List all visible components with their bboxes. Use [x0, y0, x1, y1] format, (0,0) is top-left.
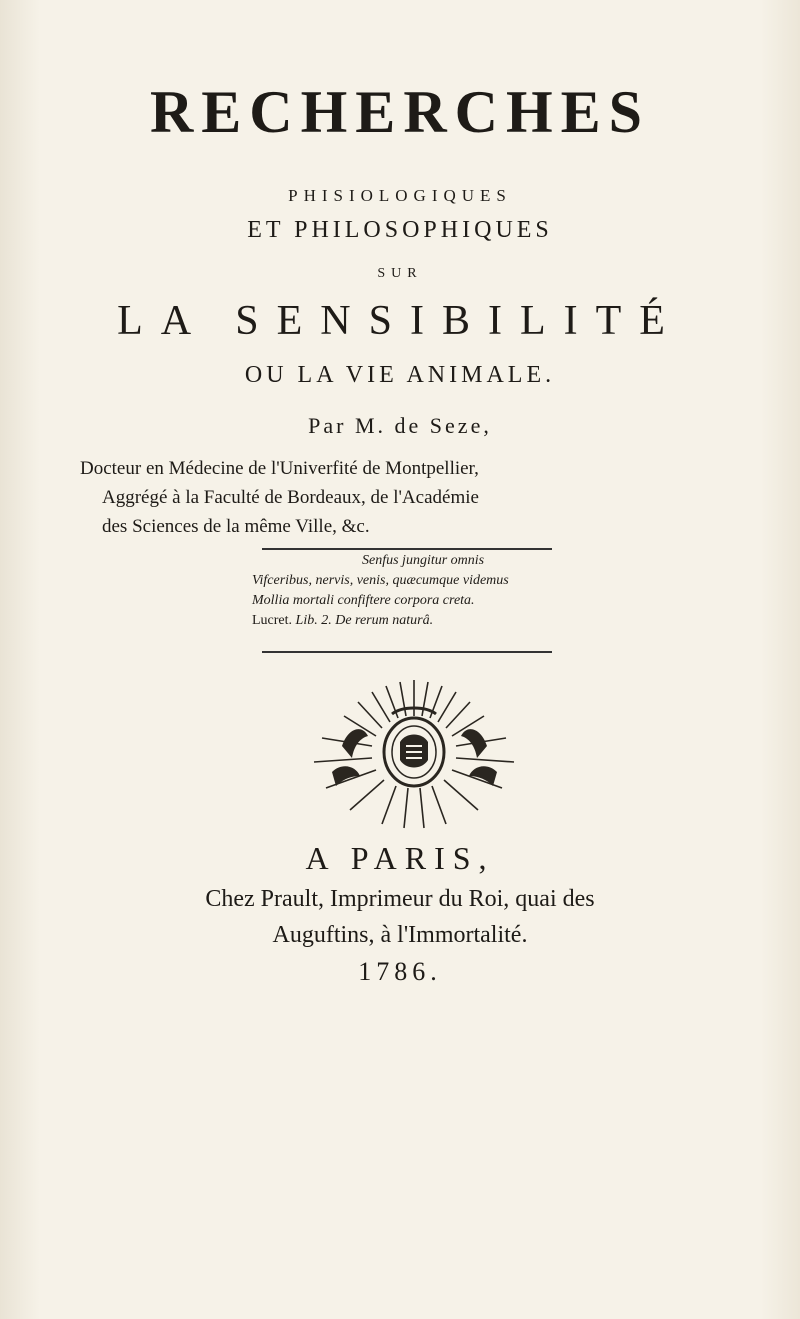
credentials-line-2: Aggrégé à la Faculté de Bordeaux, de l'Académie: [102, 487, 479, 508]
imprint-city: A PARIS,: [305, 840, 495, 876]
subtitle-line-3: SUR: [377, 266, 423, 281]
subtitle-line-1: PHISIOLOGIQUES: [288, 186, 512, 205]
subtitle-line-5: OU LA VIE ANIMALE.: [244, 362, 556, 388]
imprint-line-2: Auguftins, à l'Immortalité.: [272, 922, 528, 948]
imprint-line-1: Chez Prault, Imprimeur du Roi, quai des: [205, 886, 595, 912]
author-credentials: [80, 454, 730, 541]
credentials-line-3: des Sciences de la même Ville, &c.: [102, 516, 370, 537]
epigraph-line-1: Senfus jungitur omnis: [362, 553, 485, 568]
publication-year: 1786.: [358, 957, 442, 986]
epigraph-line-3: Mollia mortali confiftere corpora creta.: [252, 593, 475, 608]
author-line: Par M. de Seze,: [308, 413, 492, 438]
book-title: RECHERCHES: [149, 79, 651, 145]
epigraph-rule-bottom: [262, 651, 552, 653]
printers-ornament: [302, 676, 527, 832]
epigraph-source: [252, 611, 582, 631]
epigraph: [252, 551, 582, 631]
subtitle-line-2: ET PHILOSOPHIQUES: [247, 217, 553, 243]
epigraph-source-ref: Lib. 2. De rerum naturâ.: [295, 613, 434, 628]
subtitle-line-4: LA SENSIBILITÉ: [117, 298, 683, 344]
epigraph-source-author: Lucret.: [252, 613, 293, 628]
credentials-line-1: Docteur en Médecine de l'Univerfité de Montpellier,: [80, 458, 479, 479]
epigraph-rule-top: [262, 548, 552, 550]
epigraph-line-2: Vifceribus, nervis, venis, quæcumque videmus: [252, 573, 509, 588]
